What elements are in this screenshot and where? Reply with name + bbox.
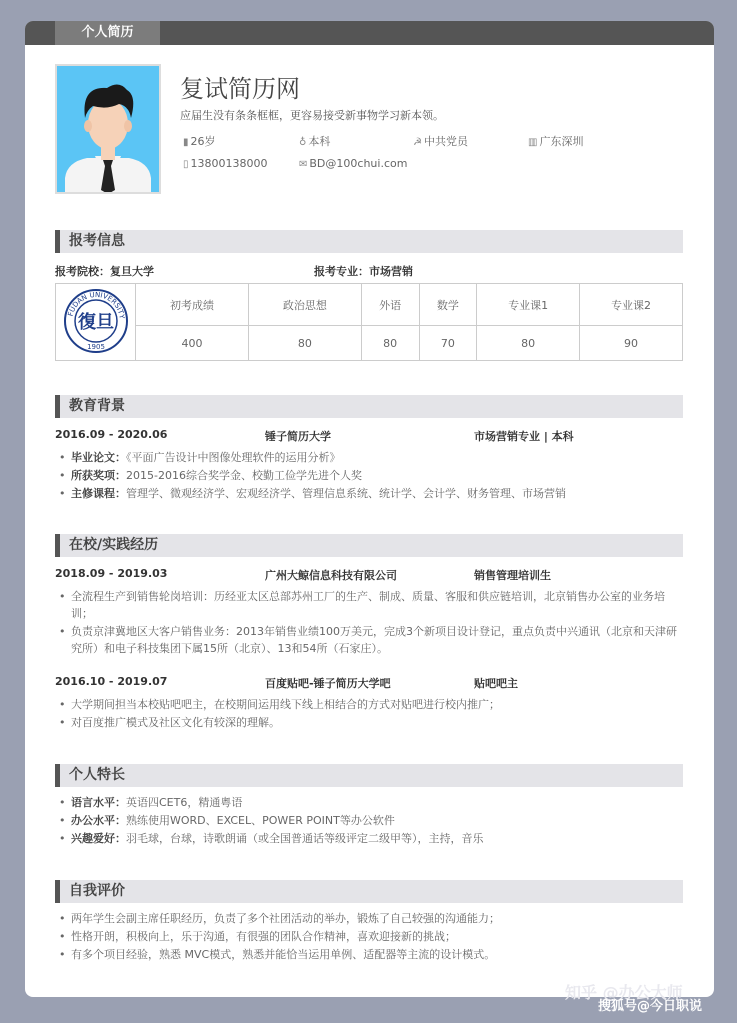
university-logo	[56, 284, 136, 361]
score-cell: 400	[136, 326, 249, 361]
zhihu-watermark: 知乎 @办公大师	[565, 983, 683, 1002]
score-header-row	[56, 284, 683, 326]
list-item: • 两年学生会副主席任职经历，负责了多个社团活动的举办，锻炼了自己较强的沟通能力；	[59, 910, 684, 927]
score-cell: 80	[477, 326, 580, 361]
section-skills: 个人特长	[55, 764, 683, 787]
score-cell: 70	[419, 326, 477, 361]
svg-text:FUDAN UNIVERSITY: FUDAN UNIVERSITY	[66, 290, 126, 319]
list-item: • 办公水平：熟练使用WORD、EXCEL、POWER POINT等办公软件	[59, 812, 684, 829]
building-icon: ▥	[528, 137, 538, 148]
exam-major: 报考专业：市场营销	[314, 265, 413, 278]
info-location: ▥ 广东深圳	[528, 135, 584, 148]
subject-cell: 初考成绩	[136, 284, 249, 326]
list-item: • 对百度推广模式及社区文化有较深的理解。	[59, 714, 684, 731]
resume-name: 复试简历网	[180, 75, 300, 103]
subject-cell: 政治思想	[248, 284, 361, 326]
section-exam: 报考信息	[55, 230, 683, 253]
header-tab: 个人简历	[55, 21, 160, 45]
chart-icon: ▮	[183, 137, 189, 148]
edu-school: 锤子简历大学	[265, 430, 331, 443]
section-education: 教育背景	[55, 395, 683, 418]
job-company: 广州大鲸信息科技有限公司	[265, 569, 397, 582]
mail-icon: ✉	[299, 159, 308, 170]
job-period: 2018.09 - 2019.03	[55, 567, 168, 580]
phone-icon: ▯	[183, 159, 189, 170]
avatar	[55, 64, 161, 194]
resume-motto: 应届生没有条条框框，更容易接受新事物学习新本领。	[180, 109, 444, 122]
list-item: • 所获奖项：2015-2016综合奖学金、校勤工俭学先进个人奖	[59, 467, 684, 484]
section-experience: 在校/实践经历	[55, 534, 683, 557]
party-emblem-icon: ☭	[413, 137, 422, 148]
subject-cell: 专业课1	[477, 284, 580, 326]
list-item: • 有多个项目经验，熟悉 MVC模式，熟悉并能恰当运用单例、适配器等主流的设计模式。	[59, 946, 684, 963]
job-period: 2016.10 - 2019.07	[55, 675, 168, 688]
job-role: 贴吧吧主	[474, 677, 518, 690]
job-role: 销售管理培训生	[474, 569, 551, 582]
exam-school: 报考院校：复旦大学	[55, 265, 154, 278]
section-self-eval: 自我评价	[55, 880, 683, 903]
list-item: • 毕业论文：《平面广告设计中图像处理软件的运用分析》	[59, 449, 684, 466]
svg-text:復旦: 復旦	[77, 311, 114, 333]
list-item: • 全流程生产到销售轮岗培训：历经亚太区总部苏州工厂的生产、制成、质量、客服和供应链培训，北京销售办公室的业务培训；	[59, 588, 684, 622]
list-item: • 负责京津冀地区大客户销售业务：2013年销售业绩100万美元，完成3个新项目设计登记，重点负责中兴通讯（北京和天津研究所）和电子科技集团下属15所（北京）、13和54所（石家庄）。	[59, 623, 684, 657]
list-item: • 兴趣爱好：羽毛球，台球，诗歌朗诵（或全国普通话等级评定二级甲等），主持，音乐	[59, 830, 684, 847]
list-item: • 语言水平：英语四CET6，精通粤语	[59, 794, 684, 811]
fudan-seal-icon	[63, 288, 129, 354]
info-age: ▮ 26岁	[183, 135, 216, 148]
edu-period: 2016.09 - 2020.06	[55, 428, 168, 441]
resume-page	[25, 21, 714, 997]
list-item: • 大学期间担当本校贴吧吧主，在校期间运用线下线上相结合的方式对贴吧进行校内推广；	[59, 696, 684, 713]
subject-cell: 数学	[419, 284, 477, 326]
sohu-watermark: 搜狐号@今日职说	[598, 999, 703, 1014]
svg-text:1905: 1905	[86, 342, 105, 351]
score-value-row	[56, 326, 683, 361]
subject-cell: 外语	[361, 284, 419, 326]
info-politics: ☭ 中共党员	[413, 135, 468, 148]
job-company: 百度贴吧-锤子简历大学吧	[265, 677, 391, 690]
graduation-cap-icon: ♁	[299, 137, 307, 148]
info-degree: ♁ 本科	[299, 135, 331, 148]
score-table	[55, 283, 683, 361]
info-email: ✉ BD@100chui.com	[299, 157, 408, 170]
edu-major: 市场营销专业 | 本科	[474, 430, 574, 443]
list-item: • 主修课程：管理学、微观经济学、宏观经济学、管理信息系统、统计学、会计学、财务管理、市场营销	[59, 485, 684, 502]
list-item: • 性格开朗，积极向上，乐于沟通，有很强的团队合作精神，喜欢迎接新的挑战；	[59, 928, 684, 945]
score-cell: 90	[580, 326, 683, 361]
score-cell: 80	[361, 326, 419, 361]
info-phone: ▯ 13800138000	[183, 157, 268, 170]
score-cell: 80	[248, 326, 361, 361]
subject-cell: 专业课2	[580, 284, 683, 326]
